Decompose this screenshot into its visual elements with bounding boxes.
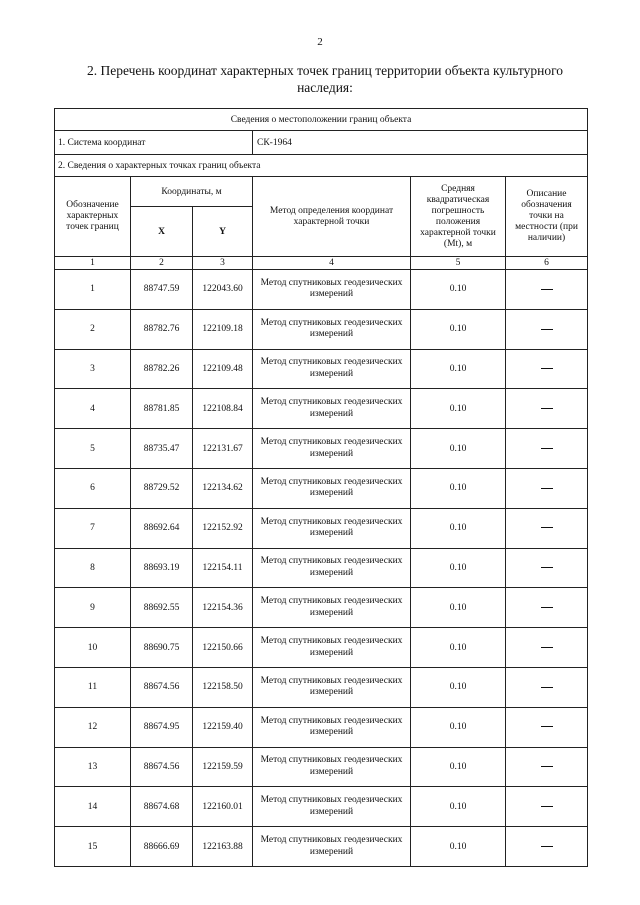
error-value: 0.10: [411, 747, 506, 787]
column-number: 2: [131, 257, 193, 270]
point-number: 13: [55, 747, 131, 787]
x-coordinate: 88782.76: [131, 309, 193, 349]
method-cell: Метод спутниковых геодезических измерений: [253, 787, 411, 827]
description-cell: [506, 349, 588, 389]
col-error-header: Средняя квадратическая погрешность положения характерной точки (Mt), м: [411, 177, 506, 257]
x-coordinate: 88781.85: [131, 389, 193, 429]
point-number: 3: [55, 349, 131, 389]
table-row: [55, 508, 588, 548]
page-number: 2: [317, 36, 323, 48]
error-value: 0.10: [411, 309, 506, 349]
dash-mark: [541, 687, 553, 688]
x-coordinate: 88735.47: [131, 429, 193, 469]
x-coordinate: 88692.55: [131, 588, 193, 628]
error-value: 0.10: [411, 827, 506, 867]
method-cell: Метод спутниковых геодезических измерений: [253, 349, 411, 389]
dash-mark: [541, 368, 553, 369]
point-number: 5: [55, 429, 131, 469]
col-x-header: X: [131, 207, 193, 257]
x-coordinate: 88692.64: [131, 508, 193, 548]
y-coordinate: 122159.40: [193, 707, 253, 747]
description-cell: [506, 429, 588, 469]
dash-mark: [541, 329, 553, 330]
description-cell: [506, 747, 588, 787]
section-header: Сведения о местоположении границ объекта: [55, 109, 588, 131]
description-cell: [506, 508, 588, 548]
description-cell: [506, 628, 588, 668]
error-value: 0.10: [411, 707, 506, 747]
error-value: 0.10: [411, 349, 506, 389]
dash-mark: [541, 726, 553, 727]
y-coordinate: 122154.36: [193, 588, 253, 628]
error-value: 0.10: [411, 628, 506, 668]
method-cell: Метод спутниковых геодезических измерений: [253, 429, 411, 469]
error-value: 0.10: [411, 429, 506, 469]
table-row: [55, 787, 588, 827]
table-row: [55, 468, 588, 508]
x-coordinate: 88674.56: [131, 747, 193, 787]
y-coordinate: 122043.60: [193, 270, 253, 310]
point-number: 6: [55, 468, 131, 508]
x-coordinate: 88674.68: [131, 787, 193, 827]
error-value: 0.10: [411, 667, 506, 707]
point-number: 7: [55, 508, 131, 548]
dash-mark: [541, 567, 553, 568]
col-designation-header: Обозначение характерных точек границ: [55, 177, 131, 257]
description-cell: [506, 468, 588, 508]
column-number: 1: [55, 257, 131, 270]
dash-mark: [541, 448, 553, 449]
error-value: 0.10: [411, 389, 506, 429]
table-row: [55, 707, 588, 747]
column-number: 3: [193, 257, 253, 270]
y-coordinate: 122154.11: [193, 548, 253, 588]
x-coordinate: 88693.19: [131, 548, 193, 588]
point-number: 10: [55, 628, 131, 668]
method-cell: Метод спутниковых геодезических измерений: [253, 747, 411, 787]
dash-mark: [541, 766, 553, 767]
point-number: 9: [55, 588, 131, 628]
column-number: 6: [506, 257, 588, 270]
point-number: 2: [55, 309, 131, 349]
method-cell: Метод спутниковых геодезических измерений: [253, 468, 411, 508]
table-row: [55, 667, 588, 707]
col-method-header: Метод определения координат характерной точки: [253, 177, 411, 257]
error-value: 0.10: [411, 468, 506, 508]
y-coordinate: 122109.48: [193, 349, 253, 389]
table-row: [55, 747, 588, 787]
table-row: [55, 270, 588, 310]
table-row: [55, 588, 588, 628]
dash-mark: [541, 647, 553, 648]
method-cell: Метод спутниковых геодезических измерений: [253, 270, 411, 310]
y-coordinate: 122163.88: [193, 827, 253, 867]
coord-system-label: 1. Система координат: [55, 131, 253, 155]
col-coords-header: Координаты, м: [131, 177, 253, 207]
column-numbers-row: [55, 257, 588, 270]
method-cell: Метод спутниковых геодезических измерений: [253, 628, 411, 668]
description-cell: [506, 389, 588, 429]
points-header: 2. Сведения о характерных точках границ объекта: [55, 155, 588, 177]
description-cell: [506, 588, 588, 628]
method-cell: Метод спутниковых геодезических измерений: [253, 667, 411, 707]
document-title: 2. Перечень координат характерных точек границ территории объекта культурного наследия:: [86, 63, 564, 95]
point-number: 1: [55, 270, 131, 310]
method-cell: Метод спутниковых геодезических измерений: [253, 548, 411, 588]
y-coordinate: 122131.67: [193, 429, 253, 469]
dash-mark: [541, 607, 553, 608]
x-coordinate: 88747.59: [131, 270, 193, 310]
table-row: [55, 349, 588, 389]
y-coordinate: 122150.66: [193, 628, 253, 668]
col-description-header: Описание обозначения точки на местности (при наличии): [506, 177, 588, 257]
x-coordinate: 88674.56: [131, 667, 193, 707]
x-coordinate: 88666.69: [131, 827, 193, 867]
y-coordinate: 122159.59: [193, 747, 253, 787]
error-value: 0.10: [411, 787, 506, 827]
error-value: 0.10: [411, 508, 506, 548]
point-number: 14: [55, 787, 131, 827]
y-coordinate: 122108.84: [193, 389, 253, 429]
point-number: 8: [55, 548, 131, 588]
method-cell: Метод спутниковых геодезических измерений: [253, 588, 411, 628]
method-cell: Метод спутниковых геодезических измерений: [253, 508, 411, 548]
x-coordinate: 88690.75: [131, 628, 193, 668]
y-coordinate: 122109.18: [193, 309, 253, 349]
method-cell: Метод спутниковых геодезических измерений: [253, 389, 411, 429]
coordinates-table: [54, 108, 588, 867]
col-y-header: Y: [193, 207, 253, 257]
description-cell: [506, 667, 588, 707]
dash-mark: [541, 806, 553, 807]
description-cell: [506, 827, 588, 867]
point-number: 12: [55, 707, 131, 747]
method-cell: Метод спутниковых геодезических измерений: [253, 827, 411, 867]
dash-mark: [541, 408, 553, 409]
error-value: 0.10: [411, 270, 506, 310]
dash-mark: [541, 846, 553, 847]
table-row: [55, 389, 588, 429]
table-row: [55, 309, 588, 349]
point-number: 15: [55, 827, 131, 867]
column-number: 4: [253, 257, 411, 270]
y-coordinate: 122152.92: [193, 508, 253, 548]
dash-mark: [541, 289, 553, 290]
description-cell: [506, 707, 588, 747]
description-cell: [506, 787, 588, 827]
dash-mark: [541, 527, 553, 528]
dash-mark: [541, 488, 553, 489]
description-cell: [506, 309, 588, 349]
error-value: 0.10: [411, 548, 506, 588]
description-cell: [506, 270, 588, 310]
method-cell: Метод спутниковых геодезических измерений: [253, 309, 411, 349]
table-row: [55, 827, 588, 867]
error-value: 0.10: [411, 588, 506, 628]
y-coordinate: 122160.01: [193, 787, 253, 827]
y-coordinate: 122134.62: [193, 468, 253, 508]
y-coordinate: 122158.50: [193, 667, 253, 707]
table-row: [55, 429, 588, 469]
x-coordinate: 88674.95: [131, 707, 193, 747]
coord-system-value: СК-1964: [253, 131, 588, 155]
method-cell: Метод спутниковых геодезических измерений: [253, 707, 411, 747]
column-number: 5: [411, 257, 506, 270]
table-row: [55, 628, 588, 668]
description-cell: [506, 548, 588, 588]
table-row: [55, 548, 588, 588]
point-number: 4: [55, 389, 131, 429]
x-coordinate: 88782.26: [131, 349, 193, 389]
point-number: 11: [55, 667, 131, 707]
x-coordinate: 88729.52: [131, 468, 193, 508]
